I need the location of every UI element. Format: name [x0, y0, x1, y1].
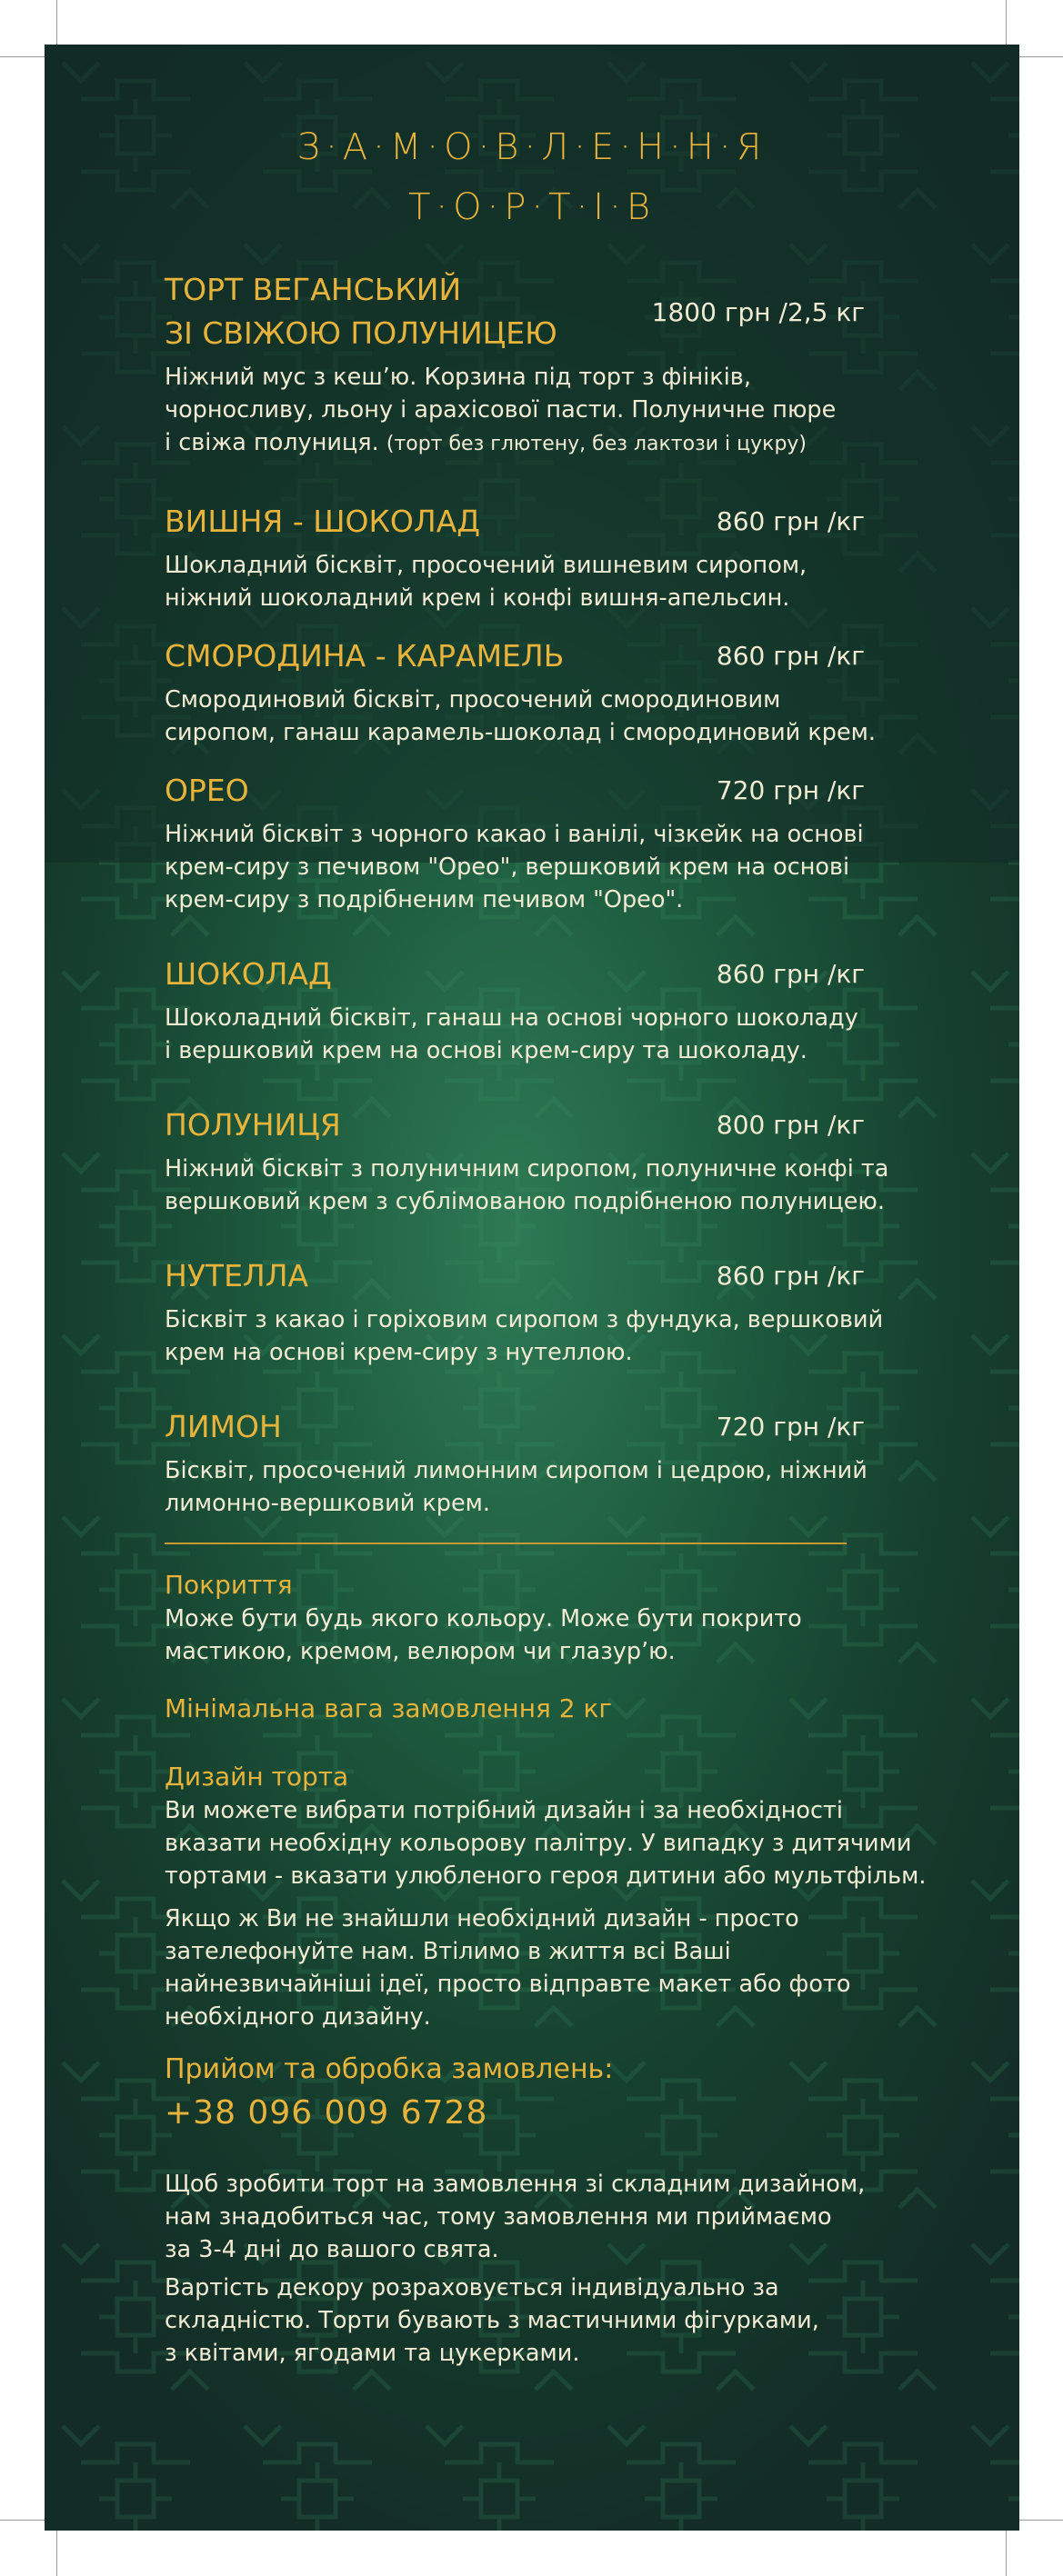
title-line-1: З·А·М·О·В·Л·Е·Н·Н·Я: [296, 126, 767, 168]
crop-mark: [1006, 2531, 1007, 2576]
coating-title: Покриття: [165, 1570, 293, 1600]
item-price: 860 грн /кг: [716, 641, 865, 671]
item-price: 860 грн /кг: [716, 1261, 865, 1291]
item-name: ТОРТ ВЕГАНСЬКИЙ ЗІ СВІЖОЮ ПОЛУНИЦЕЮ: [165, 272, 557, 351]
menu-item-chocolate: [165, 953, 947, 1067]
item-description: Шоколадний бісквіт, ганаш на основі чорного шоколаду і вершковий крем на основі крем-сиру та шоколаду.: [165, 1004, 858, 1064]
item-description: Шокладний бісквіт, просочений вишневим сиропом, ніжний шоколадний крем і конфі вишня-апельсин.: [165, 552, 807, 612]
design-title: Дизайн торта: [165, 1762, 349, 1792]
coating-text: Може бути будь якого кольору. Може бути покрито мастикою, кремом, велюром чи глазур’ю.: [165, 1605, 802, 1665]
item-note: (торт без глютену, без лактози і цукру): [386, 433, 807, 455]
menu-item-nutella: [165, 1254, 947, 1369]
item-name: ОРЕО: [165, 773, 249, 808]
orders-text-2: Вартість декору розраховується індивідуально за складністю. Торти бувають з мастичними фігурками, з квітами, ягодами та цукерками.: [165, 2274, 819, 2367]
design-text-2: Якщо ж Ви не знайшли необхідний дизайн - просто зателефонуйте нам. Втілимо в життя всі Ваші найнезвичайніші ідеї, просто відправте макет або фото необхідного дизайну.: [165, 1905, 851, 2031]
item-price: 720 грн /кг: [716, 775, 865, 805]
item-description: Бісквіт, просочений лимонним сиропом і цедрою, ніжний лимонно-вершковий крем.: [165, 1457, 867, 1517]
item-description: Ніжний бісквіт з чорного какао і ванілі, чізкейк на основі крем-сиру з печивом "Орео", вершковий крем на основі крем-сиру з подрібненим печивом "Орео".: [165, 821, 864, 914]
menu-card: [45, 45, 1019, 2531]
crop-mark: [56, 2531, 57, 2576]
item-price: 1800 грн /2,5 кг: [651, 297, 865, 327]
item-description: [165, 361, 947, 461]
crop-mark: [1006, 0, 1007, 45]
item-description: Бісквіт з какао і горіховим сиропом з фундука, вершковий крем на основі крем-сиру з нутеллою.: [165, 1306, 884, 1366]
item-name: НУТЕЛЛА: [165, 1258, 309, 1293]
item-name: ШОКОЛАД: [165, 956, 332, 992]
menu-item-oreo: [165, 769, 947, 916]
item-name: ВИШНЯ - ШОКОЛАД: [165, 504, 481, 539]
menu-item-strawberry: [165, 1103, 947, 1218]
menu-item-currant-caramel: [165, 634, 947, 749]
title-line-2: Т·О·Р·Т·І·В: [407, 186, 657, 228]
item-description-text: Ніжний мус з кеш’ю. Корзина під торт з фініків, чорносливу, льону і арахісової пасти. Полуничне пюре і свіжа полуниця.: [165, 364, 837, 456]
section-divider: [165, 1543, 847, 1544]
page-title: [165, 117, 899, 237]
item-name: ПОЛУНИЦЯ: [165, 1107, 341, 1143]
item-price: 720 грн /кг: [716, 1412, 865, 1442]
phone-number[interactable]: +38 096 009 6728: [165, 2094, 488, 2132]
item-description: Ніжний бісквіт з полуничним сиропом, полуничне конфі та вершковий крем з сублімованою подрібненою полуницею.: [165, 1155, 889, 1215]
item-price: 860 грн /кг: [716, 506, 865, 536]
item-price: 860 грн /кг: [716, 959, 865, 989]
min-weight-note: Мінімальна вага замовлення 2 кг: [165, 1693, 613, 1723]
item-description: Смородиновий бісквіт, просочений смородиновим сиропом, ганаш карамель-шоколад і смородиновий крем.: [165, 686, 876, 746]
item-name: СМОРОДИНА - КАРАМЕЛЬ: [165, 638, 565, 674]
item-name: ЛИМОН: [165, 1409, 282, 1444]
orders-text-1: Щоб зробити торт на замовлення зі складним дизайном, нам знадобиться час, тому замовлення ми приймаємо за 3-4 дні до вашого свята.: [165, 2171, 866, 2263]
menu-item-cherry-chocolate: [165, 500, 947, 614]
menu-item-vegan: [165, 268, 947, 461]
menu-item-lemon: [165, 1405, 947, 1520]
design-text-1: Ви можете вибрати потрібний дизайн і за необхідності вказати необхідну кольорову палітру. У випадку з дитячими тортами - вказати улюбленого героя дитини або мультфільм.: [165, 1797, 927, 1890]
item-price: 800 грн /кг: [716, 1110, 865, 1140]
crop-mark: [56, 0, 57, 45]
orders-title: Прийом та обробка замовлень:: [165, 2053, 614, 2085]
